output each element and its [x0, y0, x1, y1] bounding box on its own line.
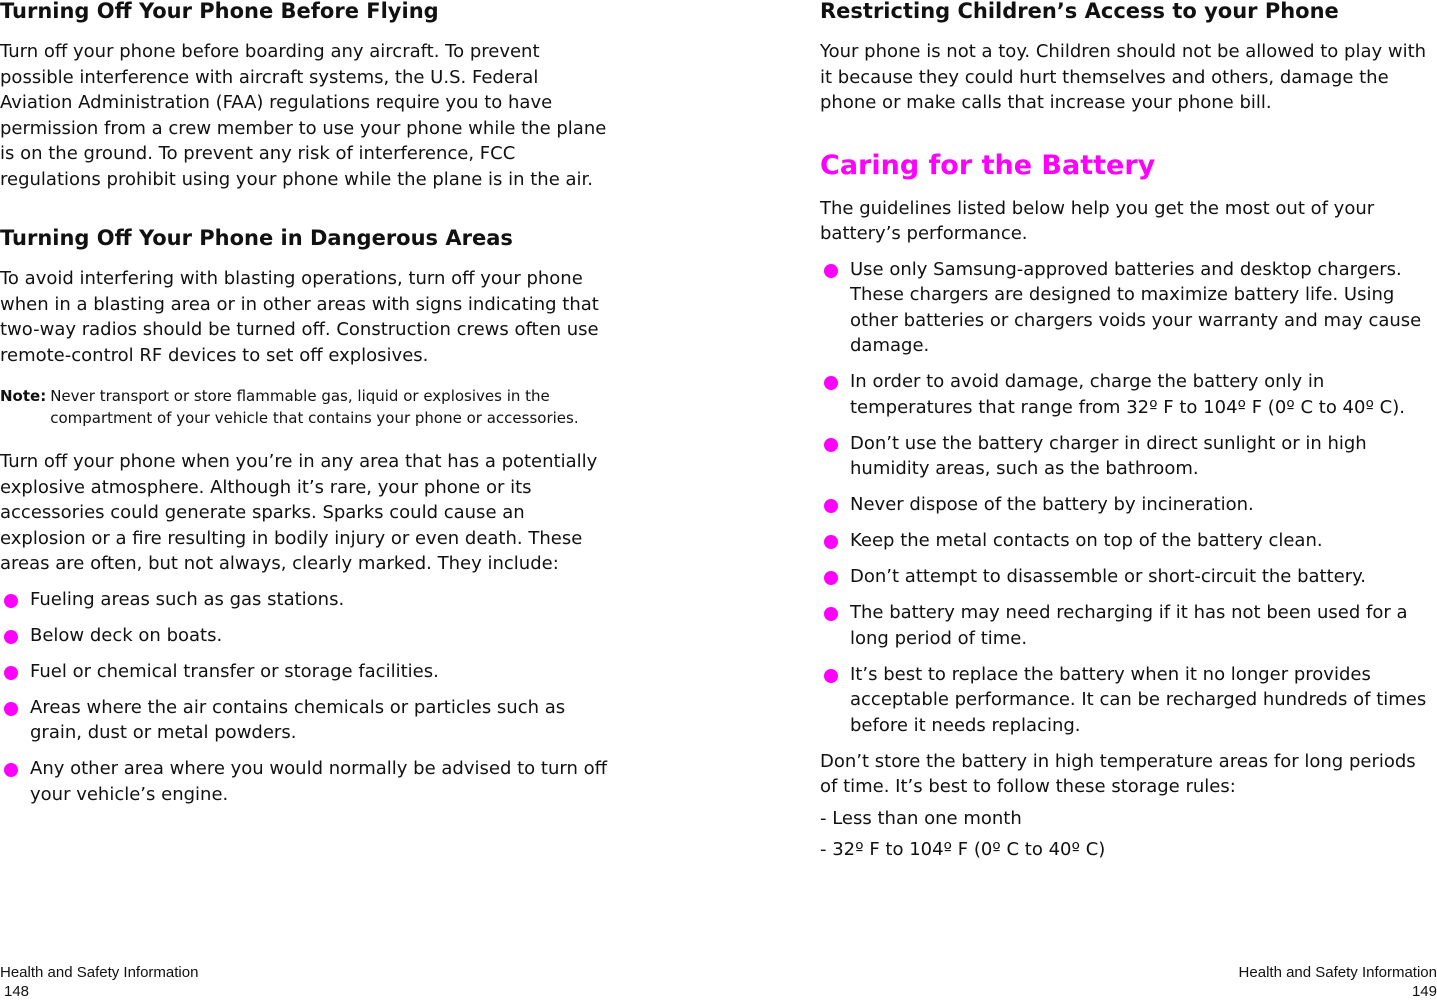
list-item: Never dispose of the battery by incineration. — [820, 492, 1434, 518]
bullet-icon — [824, 438, 838, 452]
storage-rule-2: - 32º F to 104º F (0º C to 40º C) — [820, 839, 1106, 860]
list-item: In order to avoid damage, charge the battery only in temperatures that range from 32º F to 104º F (0º C to 40º C). — [820, 369, 1434, 420]
flying-paragraph: Turn off your phone before boarding any aircraft. To prevent possible interference with aircraft systems, the U.S. Federal Aviation Administration (FAA) regulations require you to have permission from a crew member to use your phone while the plane is on the ground. To prevent any risk of interference, FCC regulations prohibit using your phone while the plane is in the air. — [0, 41, 607, 190]
list-item: The battery may need recharging if it has not been used for a long period of time. — [820, 600, 1434, 651]
note-text: Never transport or store flammable gas, liquid or explosives in the compartment of your vehicle that contains your phone or accessories. — [50, 387, 579, 427]
bullet-icon — [824, 571, 838, 585]
right-page — [820, 0, 1434, 863]
note-block — [0, 385, 616, 429]
bullet-icon — [824, 264, 838, 278]
bullet-icon — [4, 702, 18, 716]
page-number: 149 — [1411, 983, 1437, 1000]
bullet-icon — [4, 666, 18, 680]
section-heading-dangerous-areas: Turning Off Your Phone in Dangerous Areas — [0, 226, 513, 250]
explosive-atmosphere-paragraph: Turn off your phone when you’re in any area that has a potentially explosive atmosphere. Although it’s rare, your phone or its accessories could generate sparks. Sparks could cause an explosion or a fire resulting in bodily injury or even death. These areas are often, but not always, clearly marked. They include: — [0, 451, 598, 574]
list-item: Don’t use the battery charger in direct sunlight or in high humidity areas, such as the bathroom. — [820, 431, 1434, 482]
list-item: Below deck on boats. — [0, 623, 616, 649]
bullet-icon — [824, 535, 838, 549]
storage-paragraph: Don’t store the battery in high temperature areas for long periods of time. It’s best to follow these storage rules: — [820, 750, 1416, 797]
bullet-icon — [4, 630, 18, 644]
bullet-icon — [824, 669, 838, 683]
list-item: Areas where the air contains chemicals or particles such as grain, dust or metal powders. — [0, 695, 616, 746]
left-footer — [0, 963, 198, 1001]
children-paragraph: Your phone is not a toy. Children should not be allowed to play with it because they could hurt themselves and others, damage the phone or make calls that increase your phone bill. — [820, 41, 1427, 113]
footer-label: Health and Safety Information — [0, 964, 199, 981]
note-label: Note: — [0, 387, 47, 405]
list-item: Use only Samsung-approved batteries and desktop chargers. These chargers are designed to maximize battery life. Using other batteries or chargers voids your warranty and may cause damage. — [820, 257, 1434, 359]
storage-rule-1: - Less than one month — [820, 807, 1022, 829]
footer-label: Health and Safety Information — [1238, 964, 1437, 981]
list-item: It’s best to replace the battery when it no longer provides acceptable performance. It can be recharged hundreds of times before it needs replacing. — [820, 662, 1434, 739]
list-item: Fueling areas such as gas stations. — [0, 587, 616, 613]
page-number: 148 — [4, 983, 30, 1000]
dangerous-areas-list — [0, 587, 616, 808]
bullet-icon — [4, 594, 18, 608]
list-item: Fuel or chemical transfer or storage facilities. — [0, 659, 616, 685]
bullet-icon — [824, 376, 838, 390]
bullet-icon — [4, 763, 18, 777]
list-item: Keep the metal contacts on top of the battery clean. — [820, 528, 1434, 554]
battery-guidelines-list — [820, 257, 1434, 739]
section-heading-children: Restricting Children’s Access to your Phone — [820, 0, 1339, 23]
section-heading-flying: Turning Off Your Phone Before Flying — [0, 0, 439, 23]
section-heading-battery: Caring for the Battery — [820, 149, 1156, 181]
right-footer — [1239, 963, 1437, 1001]
left-page — [0, 0, 616, 818]
bullet-icon — [824, 499, 838, 513]
blasting-paragraph: To avoid interfering with blasting operations, turn off your phone when in a blasting area or in other areas with signs indicating that two-way radios should be turned off. Construction crews often use remote-control RF devices to set off explosives. — [0, 268, 599, 366]
list-item: Any other area where you would normally be advised to turn off your vehicle’s engine. — [0, 756, 616, 807]
list-item: Don’t attempt to disassemble or short-circuit the battery. — [820, 564, 1434, 590]
bullet-icon — [824, 607, 838, 621]
battery-intro: The guidelines listed below help you get the most out of your battery’s performance. — [820, 197, 1375, 244]
